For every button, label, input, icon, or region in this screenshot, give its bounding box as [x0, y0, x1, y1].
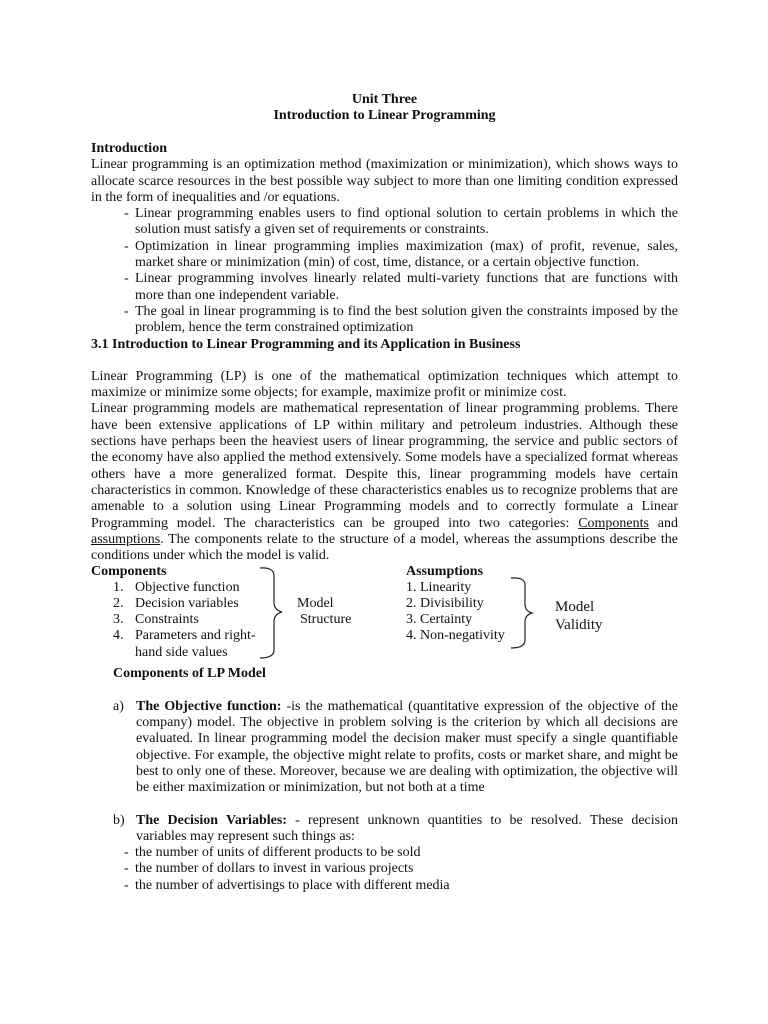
model-structure-brace: [256, 566, 306, 662]
intro-bullet-4: - The goal in linear programming is to find the best solution given the constraints imposed by the problem, hence the term constrained optimization: [91, 304, 678, 337]
assumption-item-2: 2. Divisibility: [406, 596, 484, 612]
decision-variables-text: - represent unknown quantities to be resolved. These decision variables may represent such things as:: [136, 812, 678, 844]
intro-heading: Introduction: [91, 141, 167, 156]
item-label-b: b): [113, 812, 125, 828]
component-item-4: Parameters and right-hand side values: [135, 628, 256, 660]
components-assumptions-block: [91, 564, 678, 666]
component-item-1: Objective function: [135, 580, 240, 596]
model-structure-label-2: Structure: [300, 612, 352, 628]
decision-variables-item: [91, 813, 678, 846]
section-paragraph-2: Linear programming models are mathematical representation of linear programming problems. There have been extensive applications of LP within military and petroleum industries. Although these sections have perhaps been the heaviest users of linear programming, the service and public sectors of the economy have also applied the method extensively. Some models have a specialized format whereas others have a more generalized format. Despite this, linear programming models have certain characteristics in common. Knowledge of these characteristics enables us to recognize problems that are amenable to a solution using Linear Programming models and to correctly formulate a Linear Programming model. The characteristics can be grouped into two categories: Components and assumptions. The components relate to the structure of a model, whereas the assumptions describe the conditions under which the model is valid.: [91, 401, 679, 564]
component-num-2: 2.: [113, 596, 124, 612]
section-heading-3-1: 3.1 Introduction to Linear Programming and its Application in Business: [91, 336, 521, 352]
assumptions-link-word: assumptions: [91, 531, 161, 547]
intro-paragraph: Linear programming is an optimization method (maximization or minimization), which shows ways to allocate scarce resources in the best possible way subject to more than one limiting condition expressed in the form of inequalities and /or equations.: [91, 157, 678, 205]
document-page: [91, 92, 678, 894]
objective-function-text: -is the mathematical (quantitative expression of the objective of the company) model. The objective in problem solving is the criterion by which all decisions are evaluated. In linear programming model the decision maker must specify a single quantifiable objective. For example, the objective might relate to profits, costs or market share, and might be best to only one of these. Moreover, because we are dealing with optimization, the objective will be either maximization or minimization, but not both at a time: [136, 698, 678, 796]
assumption-item-3: 3. Certainty: [406, 612, 473, 628]
model-validity-brace: [507, 576, 547, 650]
assumption-item-1: 1. Linearity: [406, 580, 472, 596]
components-link-word: Components: [578, 515, 649, 531]
component-item-3: Constraints: [135, 612, 199, 628]
component-num-4: 4.: [113, 628, 124, 644]
decision-example-2: - the number of dollars to invest in various projects: [91, 861, 678, 877]
component-item-2: Decision variables: [135, 596, 239, 612]
component-num-3: 3.: [113, 612, 124, 628]
decision-example-1: - the number of units of different products to be sold: [91, 845, 678, 861]
decision-variables-title: The Decision Variables:: [136, 812, 287, 828]
intro-bullet-2: - Optimization in linear programming implies maximization (max) of profit, revenue, sales, market share or minimization (min) of cost, time, distance, or a certain objective function.: [91, 239, 678, 272]
unit-heading: Unit Three: [351, 92, 418, 107]
assumption-item-4: 4. Non-negativity: [406, 628, 505, 644]
item-label-a: a): [113, 698, 124, 714]
objective-function-item: [91, 699, 678, 797]
page-title: Introduction to Linear Programming: [273, 108, 496, 123]
section-paragraph-1: Linear Programming (LP) is one of the mathematical optimization techniques which attempt to maximize or minimize some objects; for example, maximize profit or minimize cost.: [91, 368, 678, 401]
objective-function-title: The Objective function:: [136, 698, 282, 714]
intro-bullet-1: - Linear programming enables users to find optional solution to certain problems in which the solution must satisfy a given set of requirements or constraints.: [91, 206, 678, 239]
decision-example-3: - the number of advertisings to place with different media: [91, 878, 678, 894]
lp-components-heading: Components of LP Model: [113, 666, 266, 682]
intro-bullet-3: - Linear programming involves linearly related multi-variety functions that are functions with more than one independent variable.: [91, 271, 678, 304]
model-structure-label-1: Model: [297, 596, 334, 612]
model-validity-label-1: Model: [555, 599, 595, 616]
model-validity-label-2: Validity: [555, 617, 603, 634]
components-heading: Components: [91, 564, 167, 580]
assumptions-heading: Assumptions: [406, 564, 484, 580]
component-num-1: 1.: [113, 580, 124, 596]
